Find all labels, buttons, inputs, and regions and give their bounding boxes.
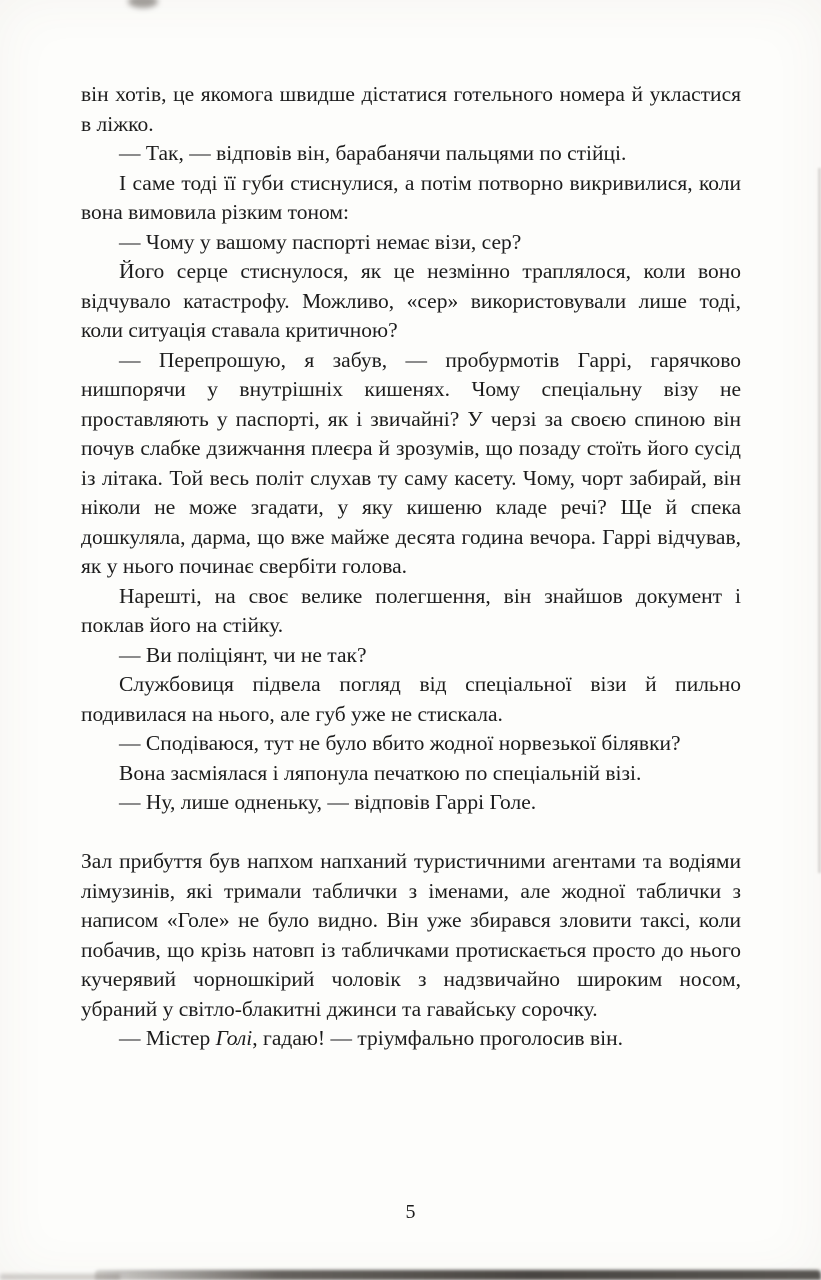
- paragraph-1: він хотів, це якомога швидше дістатися готельного номера й укластися в ліжко.: [81, 82, 741, 136]
- paragraph-9: Службовиця підвела погляд від спеціальної візи й пильно подивилася на нього, але губ уже не стискала.: [81, 672, 741, 726]
- paragraph-11: Вона засміялася і ляпонула печаткою по спеціальній візі.: [119, 760, 642, 785]
- scan-edge-bottom: [95, 1270, 821, 1280]
- paragraph-2: — Так, — відповів він, барабанячи пальцями по стійці.: [119, 141, 627, 165]
- paragraph-4: — Чому у вашому паспорті немає візи, сер?: [119, 229, 522, 254]
- paragraph-6: — Перепрошую, я забув, — пробурмотів Гаррі, гарячково нишпорячи у внутрішніх кишенях. Чому спеціальну візу не проставляють у паспорті, як і звичайні? У черзі за своєю спиною він почув слабке дзижчання плеєра й зрозумів, що позаду стоїть його сусід із літака. Той весь політ слухав ту саму касету. Чому, чорт забирай, він ніколи не може згадати, у яку кишеню кладе речі? Ще й спека дошкуляла, дарма, що вже майже десята година вечора. Гаррі відчував, як у нього починає свербіти голова.: [81, 347, 741, 578]
- dialogue-suffix: , гадаю! — тріумфально проголосив він.: [252, 1026, 623, 1050]
- page-text-block: [81, 80, 741, 1054]
- paragraph-10: — Сподіваюся, тут не було вбито жодної норвезької білявки?: [119, 731, 681, 755]
- scan-edge-bottom-left: [0, 1274, 120, 1280]
- paragraph-14: [81, 1024, 741, 1054]
- paragraph-8: — Ви поліціянт, чи не так?: [119, 642, 367, 667]
- character-name-italic: Голі: [215, 1026, 253, 1050]
- paragraph-12: — Ну, лише одненьку, — відповів Гаррі Голе.: [119, 790, 537, 814]
- paragraph-13: Зал прибуття був напхом напханий туристичними агентами та водіями лімузинів, які тримали таблички з іменами, але жодної таблички з написом «Голе» не було видно. Він уже збирався зловити таксі, коли побачив, що крізь натовп із табличками протискається просто до нього кучерявий чорношкірий чоловік з надзвичайно широким носом, убраний у світло-блакитні джинси та гавайську сорочку.: [81, 849, 741, 1021]
- dialogue-prefix: — Містер: [119, 1026, 216, 1050]
- paragraph-5: Його серце стиснулося, як це незмінно траплялося, коли воно відчувало катастрофу. Можливо, «сер» використовували лише тоді, коли ситуація ставала критичною?: [81, 259, 741, 342]
- paragraph-7: Нарешті, на своє велике полегшення, він знайшов документ і поклав його на стійку.: [81, 583, 741, 637]
- paragraph-3: І саме тоді її губи стиснулися, а потім потворно викривилися, коли вона вимовила різким тоном:: [81, 170, 741, 224]
- scan-smudge-top: [128, 0, 158, 8]
- page-number: 5: [405, 1201, 416, 1223]
